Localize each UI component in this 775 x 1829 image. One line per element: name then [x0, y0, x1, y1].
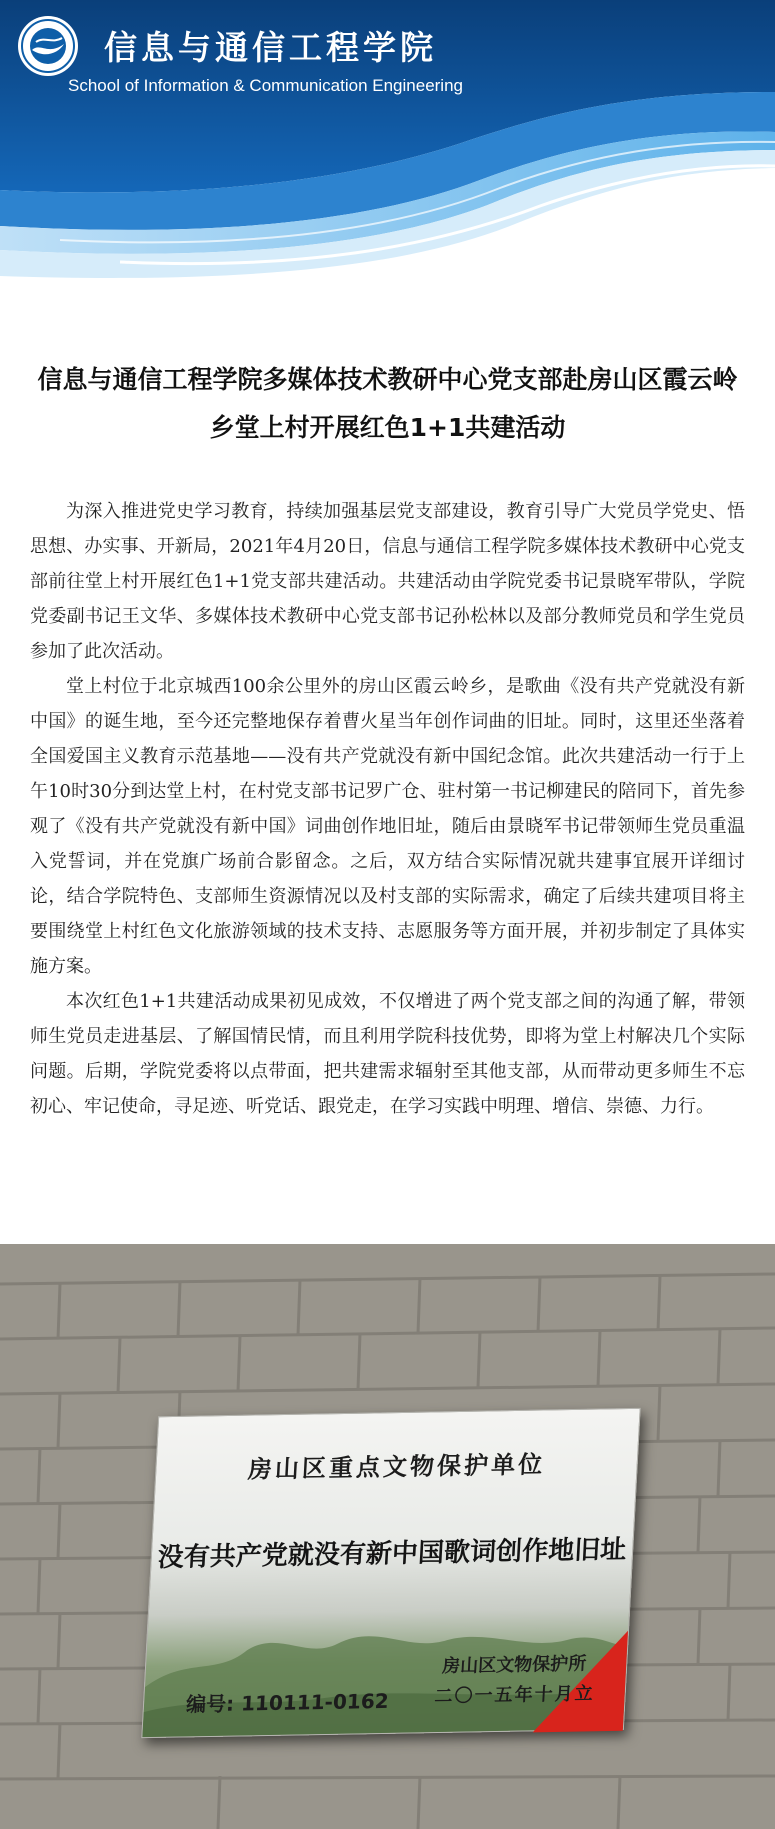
school-name-cn: 信息与通信工程学院: [104, 28, 437, 67]
plaque-photo: [0, 1244, 775, 1829]
paragraph: 为深入推进党史学习教育，持续加强基层党支部建设，教育引导广大党员学党史、悟思想、办实事、开新局，2021年4月20日，信息与通信工程学院多媒体技术教研中心党支部前往堂上村开展红色1+1党支部共建活动。共建活动由学院党委书记景晓军带队，学院党委副书记王文华、多媒体技术教研中心党支部书记孙松林以及部分教师党员和学生党员参加了此次活动。: [30, 501, 745, 662]
header-banner: [0, 0, 775, 300]
article-title: 信息与通信工程学院多媒体技术教研中心党支部赴房山区霞云岭乡堂上村开展红色1+1共建活动: [37, 365, 738, 442]
plaque-code: 编号: 110111-0162: [185, 1688, 390, 1717]
university-seal-icon: [16, 14, 80, 78]
paragraph: 本次红色1+1共建活动成果初见成效，不仅增进了两个党支部之间的沟通了解，带领师生党员走进基层、了解国情民情，而且利用学院科技优势，即将为堂上村解决几个实际问题。后期，学院党委将以点带面，把共建需求辐射至其他支部，从而带动更多师生不忘初心、牢记使命，寻足迹、听党话、跟党走，在学习实践中明理、增信、崇德、力行。: [30, 991, 745, 1117]
plaque-date: 二〇一五年十月立: [433, 1683, 596, 1708]
school-name-en: School of Information & Communication Engineering: [68, 76, 463, 95]
plaque-main-text: 没有共产党就没有新中国歌词创作地旧址: [156, 1534, 628, 1574]
paragraph: 堂上村位于北京城西100余公里外的房山区霞云岭乡，是歌曲《没有共产党就没有新中国》的诞生地，至今还完整地保存着曹火星当年创作词曲的旧址。同时，这里还坐落着全国爱国主义教育示范基地——没有共产党就没有新中国纪念馆。此次共建活动一行于上午10时30分到达堂上村，在村党支部书记罗广仓、驻村第一书记柳建民的陪同下，首先参观了《没有共产党就没有新中国》词曲创作地旧址，随后由景晓军书记带领师生党员重温入党誓词，并在党旗广场前合影留念。之后，双方结合实际情况就共建事宜展开详细讨论，结合学院特色、支部师生资源情况以及村支部的实际需求，确定了后续共建项目将主要围绕堂上村红色文化旅游领域的技术支持、志愿服务等方面开展，并初步制定了具体实施方案。: [30, 676, 745, 977]
heritage-plaque: [141, 1408, 640, 1738]
article-body: [30, 494, 745, 1124]
plaque-issuer: 房山区文物保护所: [441, 1653, 587, 1678]
plaque-title: 房山区重点文物保护单位: [247, 1449, 547, 1484]
